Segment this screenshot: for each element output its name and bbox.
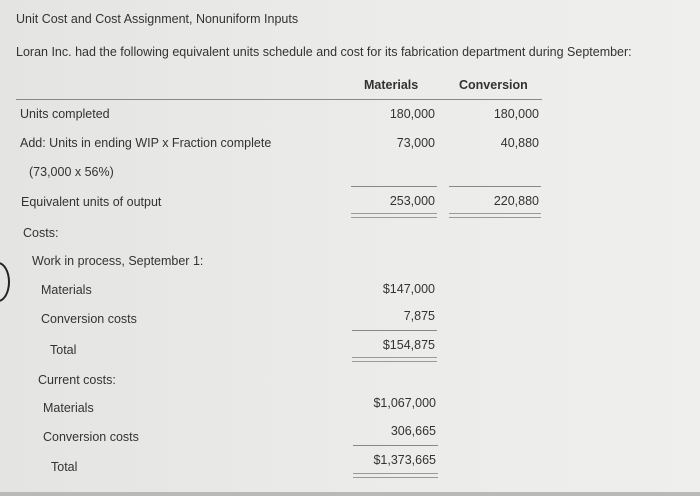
screen-bezel: [0, 492, 700, 496]
header-divider: [16, 99, 542, 100]
total-line-materials: [351, 213, 437, 218]
header-conversion: Conversion: [459, 78, 528, 92]
cursor-arc: [0, 262, 10, 302]
ending-wip-calc: (73,000 x 56%): [29, 165, 114, 179]
equivalent-units-materials: 253,000: [389, 194, 435, 208]
units-completed-label: Units completed: [20, 107, 110, 121]
current-total-label: Total: [51, 460, 78, 474]
wip-total-value: $154,875: [382, 338, 435, 352]
units-completed-conversion: 180,000: [493, 107, 539, 121]
subtotal-line-materials: [351, 186, 437, 187]
wip-total-label: Total: [50, 343, 77, 357]
current-costs-heading: Current costs:: [38, 373, 116, 387]
current-total-value: $1,373,665: [373, 453, 436, 467]
wip-total-line: [352, 357, 437, 362]
wip-conversion-label: Conversion costs: [41, 312, 137, 326]
current-conversion-value: 306,665: [390, 424, 436, 438]
intro-text: Loran Inc. had the following equivalent units schedule and cost for its fabrication department during September:: [16, 45, 632, 59]
page-title: Unit Cost and Cost Assignment, Nonuniform Inputs: [16, 12, 299, 26]
equivalent-units-conversion: 220,880: [493, 194, 539, 208]
current-materials-value: $1,067,000: [373, 396, 436, 410]
equivalent-units-label: Equivalent units of output: [21, 195, 162, 209]
wip-subtotal-line: [352, 330, 437, 331]
wip-conversion-value: 7,875: [403, 309, 435, 323]
current-conversion-label: Conversion costs: [43, 430, 139, 444]
ending-wip-label: Add: Units in ending WIP x Fraction complete: [20, 136, 272, 150]
header-materials: Materials: [364, 78, 419, 92]
subtotal-line-conversion: [449, 186, 541, 187]
costs-heading: Costs:: [23, 226, 59, 240]
total-line-conversion: [449, 213, 541, 218]
current-total-line: [353, 473, 438, 478]
current-materials-label: Materials: [43, 401, 94, 415]
wip-heading: Work in process, September 1:: [32, 254, 204, 268]
wip-materials-value: $147,000: [382, 282, 435, 296]
wip-materials-label: Materials: [41, 283, 92, 297]
ending-wip-materials: 73,000: [396, 136, 435, 150]
units-completed-materials: 180,000: [389, 107, 435, 121]
ending-wip-conversion: 40,880: [500, 136, 539, 150]
current-subtotal-line: [353, 445, 438, 446]
